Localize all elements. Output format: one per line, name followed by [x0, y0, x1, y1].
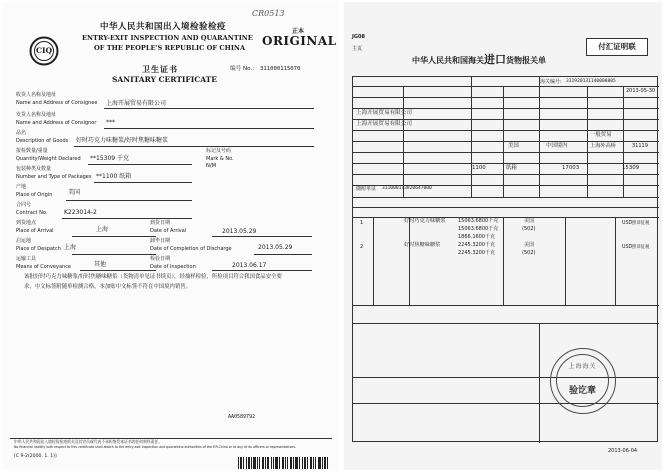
item-quantity-1: 2245.3200千克	[458, 242, 496, 248]
form-code: [C 9-2(2000. 1. 1)]	[14, 454, 57, 459]
barcode	[238, 454, 328, 466]
destination-region: 中国境内	[546, 143, 568, 149]
packages-label-cn: 包装种类及数量	[16, 166, 52, 172]
discharge-date-label-cn: 卸毕日期	[150, 238, 171, 244]
arrival-place-label-cn: 到货地点	[16, 220, 37, 226]
packages-value: **1100 纸箱	[96, 173, 132, 180]
serial-number: AA0589792	[228, 414, 256, 420]
consignee-label-cn: 收货人名称及地址	[16, 92, 57, 98]
inspection-date-label-en: Date of Inspection	[150, 264, 196, 270]
origin-label-cn: 产地	[16, 184, 27, 190]
item-row	[352, 242, 658, 278]
quantity-label-en: Quantity/Weight Declared	[16, 156, 81, 162]
copy-type-box	[586, 38, 648, 56]
customs-no-value: 311920131140008805	[566, 79, 616, 84]
item-quantity-1: 15063.6800千克	[458, 218, 499, 224]
item-country: 美国	[524, 242, 535, 248]
item-quantity-3: 1866.1600千克	[458, 234, 496, 240]
arrival-place-value: 上海	[96, 226, 109, 233]
form-id: JG08	[352, 34, 365, 40]
net-weight: 15309	[622, 165, 640, 171]
copy-label: 主页	[352, 46, 363, 52]
item-name: 好时巧克力味糖浆	[404, 218, 446, 224]
contract-value: K223014-2	[64, 209, 97, 216]
mark-label-en: Mark & No.	[206, 156, 234, 162]
arrival-date-value: 2013.05.29	[222, 228, 257, 235]
certificate-title-cn: 卫生证书	[142, 65, 178, 74]
item-no: 1	[360, 220, 364, 226]
port-number: 31119	[632, 143, 648, 149]
item-name: 好时焦糖味糖浆	[404, 242, 441, 248]
inspection-result-text	[24, 274, 334, 291]
declaration-title-import: 进口	[484, 53, 506, 66]
discharge-date-value: 2013.05.29	[258, 244, 293, 251]
attachments-label: 随附单证	[356, 186, 377, 192]
customs-no-label: 海关编号:	[540, 79, 562, 85]
stamp-ring-text: 上海海关	[568, 363, 597, 370]
item-currency: USD	[622, 245, 633, 250]
gross-weight: 17003	[562, 165, 580, 171]
arrival-date-label-en: Date of Arrival	[150, 228, 187, 234]
conveyance-label-en: Means of Conveyance	[16, 264, 71, 270]
handwritten-reference: CR0513	[252, 9, 285, 18]
ciq-seal-text: CIQ	[35, 46, 52, 55]
port-name: 上海外高桥	[590, 143, 616, 149]
conveyance-value: 其他	[94, 261, 107, 268]
consignee-label-en: Name and Address of Consignee	[16, 100, 98, 106]
consignor-value: ***	[106, 119, 115, 126]
original-stamp-cn: 正本	[292, 28, 305, 35]
despatch-place-label-cn: 启运地	[16, 238, 32, 244]
cert-no-label: 编号 No.:	[230, 66, 255, 72]
quantity-value: **15309 千克	[90, 155, 129, 162]
origin-value: 美国	[68, 189, 81, 196]
footer-disclaimer-cn: 中华人民共和国出入境检验检疫机关及其官员或代表不承担签发本证书的任何财经责任。	[14, 439, 163, 444]
goods-value: 好时巧克力味糖浆/好时焦糖味糖浆	[76, 137, 169, 144]
trade-mode: 一般贸易	[590, 132, 612, 138]
mark-value: N/M	[206, 163, 217, 169]
conveyance-label-cn: 运输工具	[16, 256, 37, 262]
goods-label-en: Description of Goods	[16, 138, 69, 144]
consignee-value: 上海开展贸易有限公司	[106, 100, 167, 107]
origin-label-en: Place of Origin	[16, 192, 53, 198]
consignor-company: 上海开展贸易有限公司	[356, 121, 412, 127]
ciq-seal-logo	[29, 36, 59, 66]
inspection-result-line-1: 该批好时巧克力味糖浆/好时焦糖味糖浆（货物清单见证书续页），经抽样检验，所检项目符合我国食品安全要	[24, 274, 282, 280]
item-tax-note: 照章征税	[632, 245, 650, 250]
stamp-center-text: 验讫章	[568, 386, 596, 396]
footer-disclaimer-en: No financial liability with respect to this certificate shall attach to the entry-exit inspection and quarantine authorities of the P.R.China or to any of its officers or representatives.	[14, 445, 296, 449]
item-tax-note: 照章征税	[632, 221, 650, 226]
certificate-title-en: SANITARY CERTIFICATE	[112, 75, 217, 84]
item-no: 2	[360, 244, 364, 250]
original-stamp-en: ORIGINAL	[262, 34, 337, 48]
customs-import-declaration	[344, 2, 662, 470]
item-country-code: (502)	[522, 226, 536, 232]
package-type: 纸箱	[506, 165, 517, 171]
mark-label-cn: 标记及号码	[206, 148, 232, 154]
arrival-date-label-cn: 到货日期	[150, 220, 171, 226]
authority-name-en-line-2: OF THE PEOPLE'S REPUBLIC OF CHINA	[94, 44, 246, 52]
consignee-field	[16, 92, 316, 114]
release-date: 2013-06-04	[608, 448, 638, 454]
mark-field	[206, 148, 306, 178]
package-count: 1100	[472, 165, 486, 171]
item-country-code: (502)	[522, 250, 536, 256]
original-stamp	[262, 26, 336, 58]
item-currency: USD	[622, 221, 633, 226]
inspection-date-value: 2013.06.17	[232, 262, 267, 269]
copy-type-label: 付汇证明联	[598, 42, 636, 51]
declaration-title-prefix: 中华人民共和国海关	[412, 56, 484, 65]
import-date: 2013-05-30	[626, 88, 656, 94]
despatch-place-value: 上海	[64, 244, 77, 251]
packages-label-en: Number and Type of Packages	[16, 174, 92, 180]
customs-release-stamp	[550, 348, 616, 414]
contract-label-en: Contract No.	[16, 210, 48, 216]
declaration-title-suffix: 货物报关单	[506, 56, 546, 65]
item-quantity-2: 15063.6800千克	[458, 226, 499, 232]
cert-no-value: 311000115070	[260, 66, 301, 72]
quantity-label-cn: 报检数量/重量	[16, 148, 48, 154]
authority-name-cn: 中华人民共和国出入境检验检疫	[100, 22, 227, 32]
despatch-place-label-en: Place of Despatch	[16, 246, 61, 252]
sanitary-certificate	[2, 2, 338, 470]
goods-label-cn: 品名	[16, 130, 27, 136]
attachment-number: 311000113820647000	[382, 186, 432, 191]
consignee-company: 上海开展贸易有限公司	[356, 110, 412, 116]
inspection-date-label-cn: 检验日期	[150, 256, 171, 262]
contract-label-cn: 合同号	[16, 202, 32, 208]
discharge-date-label-en: Date of Completion of Discharge	[150, 246, 232, 252]
item-country: 美国	[524, 218, 535, 224]
declaration-title	[412, 48, 546, 67]
consignor-label-cn: 发货人名称及地址	[16, 112, 57, 118]
arrival-place-label-en: Place of Arrival	[16, 228, 54, 234]
item-quantity-2: 2245.3200千克	[458, 250, 496, 256]
consignor-label-en: Name and Address of Consignor	[16, 120, 97, 126]
inspection-result-line-2: 求，中文标签附随单检测合格，本加贴中文标签不符在中国境内销售。	[24, 284, 192, 290]
authority-name-en-line-1: ENTRY-EXIT INSPECTION AND QUARANTINE	[82, 34, 253, 42]
origin-country: 美国	[508, 143, 519, 149]
